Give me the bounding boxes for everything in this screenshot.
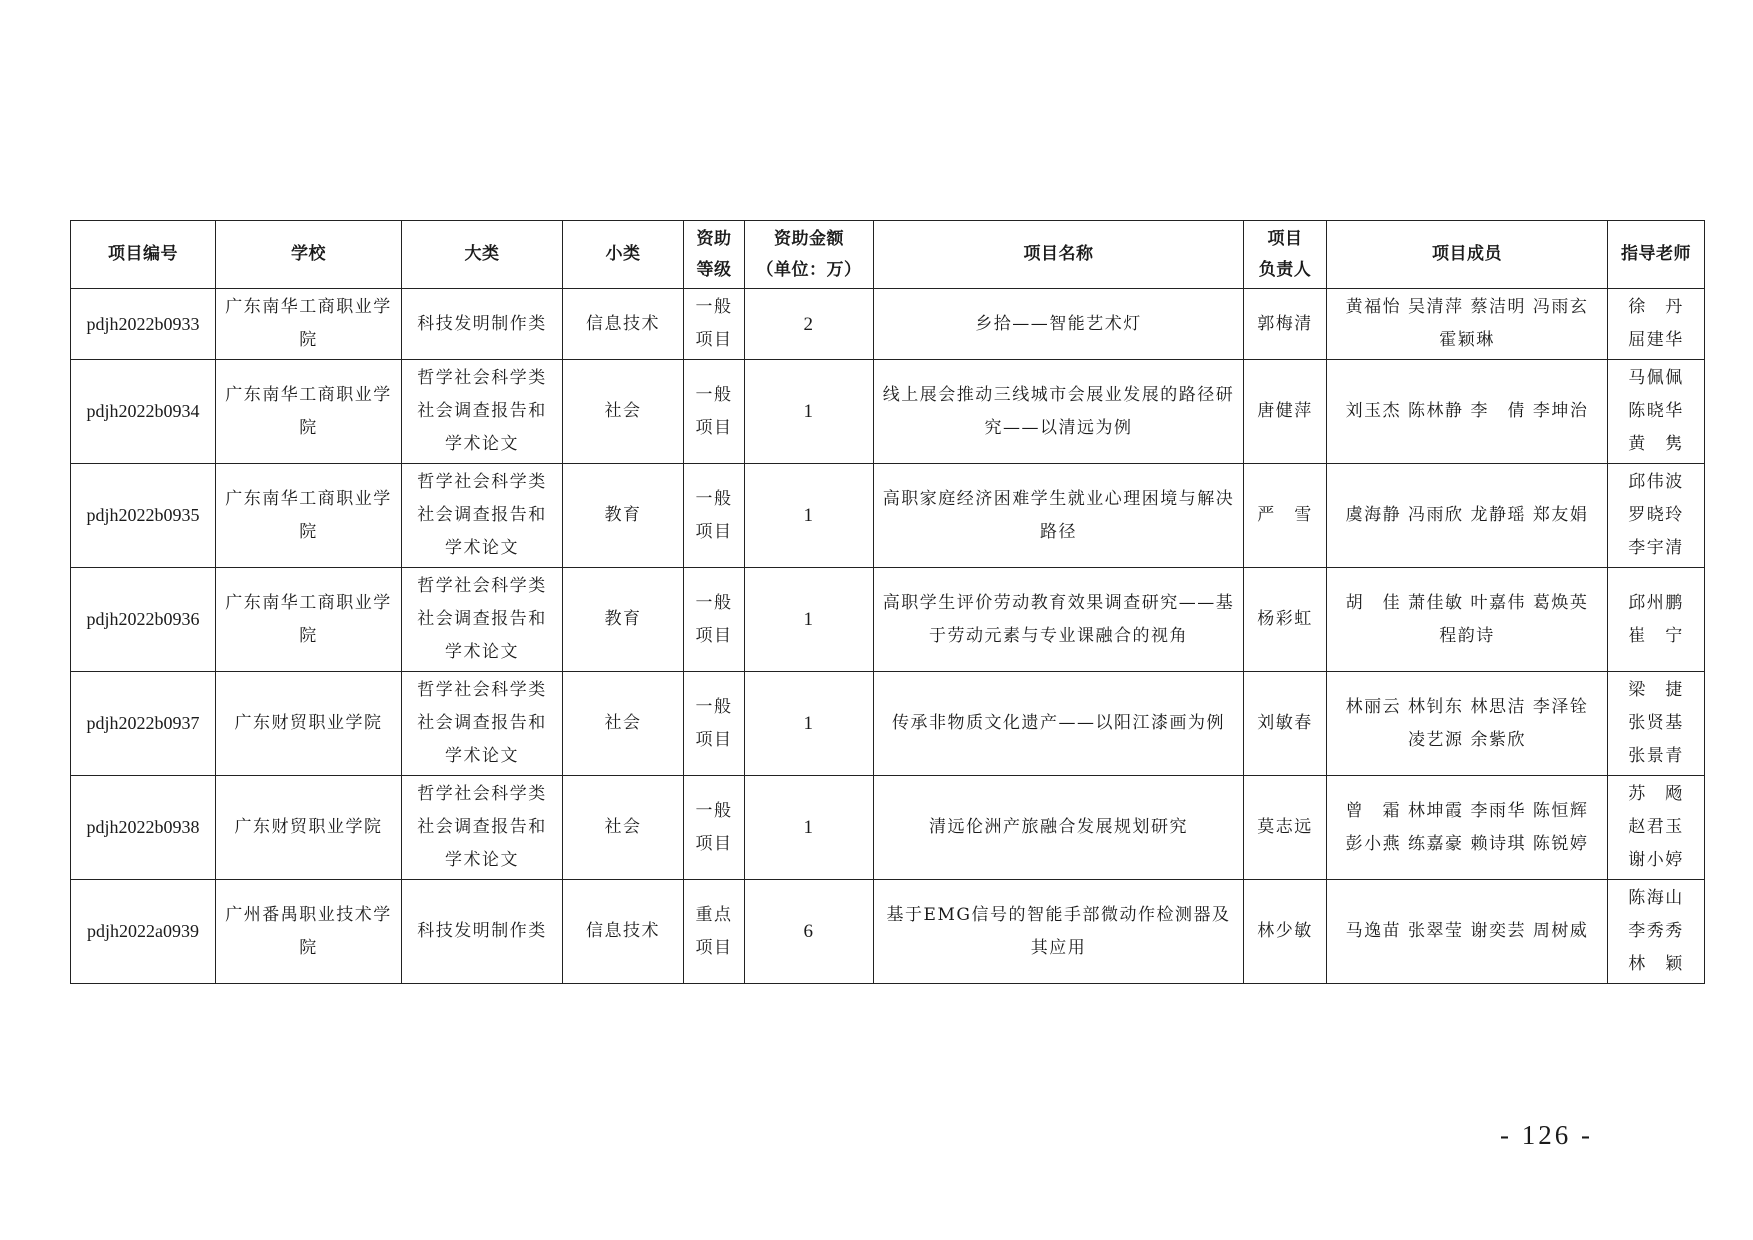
cell-id: pdjh2022b0938 (71, 776, 216, 880)
table-row (71, 880, 1705, 984)
advisor-name: 赵君玉 (1628, 817, 1684, 837)
header-level-line-1: 资助 (696, 228, 732, 249)
cell-members: 曾 霜 林坤霞 李雨华 陈恒辉 彭小燕 练嘉豪 赖诗琪 陈锐婷 (1327, 776, 1608, 880)
advisor-name: 张贤基 (1628, 713, 1684, 733)
cell-subcategory: 社会 (563, 672, 684, 776)
cell-advisors (1608, 464, 1705, 568)
cell-leader: 严 雪 (1244, 464, 1327, 568)
advisor-name: 苏 飏 (1628, 784, 1684, 804)
advisor-name: 梁 捷 (1628, 680, 1684, 700)
table-row (71, 568, 1705, 672)
header-level (684, 221, 745, 289)
cell-id: pdjh2022a0939 (71, 880, 216, 984)
cell-school: 广东南华工商职业学院 (216, 464, 402, 568)
cell-members: 林丽云 林钊东 林思洁 李泽铨 凌艺源 余紫欣 (1327, 672, 1608, 776)
cell-name: 乡拾——智能艺术灯 (874, 289, 1244, 360)
header-name: 项目名称 (874, 221, 1244, 289)
cell-members: 胡 佳 萧佳敏 叶嘉伟 葛焕英 程韵诗 (1327, 568, 1608, 672)
cell-advisors (1608, 568, 1705, 672)
cell-amount: 1 (745, 672, 874, 776)
advisor-name: 马佩佩 (1628, 368, 1684, 388)
cell-leader: 林少敏 (1244, 880, 1327, 984)
header-row (71, 221, 1705, 289)
cell-name: 线上展会推动三线城市会展业发展的路径研究——以清远为例 (874, 360, 1244, 464)
cell-advisors (1608, 880, 1705, 984)
cell-id: pdjh2022b0934 (71, 360, 216, 464)
cell-members: 刘玉杰 陈林静 李 倩 李坤治 (1327, 360, 1608, 464)
project-table (70, 220, 1705, 984)
cell-name: 清远伦洲产旅融合发展规划研究 (874, 776, 1244, 880)
cell-subcategory: 社会 (563, 776, 684, 880)
cell-subcategory: 信息技术 (563, 880, 684, 984)
cell-school: 广东南华工商职业学院 (216, 360, 402, 464)
cell-id: pdjh2022b0933 (71, 289, 216, 360)
advisor-name: 陈海山 (1628, 888, 1684, 908)
cell-id: pdjh2022b0935 (71, 464, 216, 568)
cell-leader: 郭梅清 (1244, 289, 1327, 360)
cell-level: 一般项目 (684, 464, 745, 568)
advisor-name: 张景青 (1628, 746, 1684, 766)
table-row (71, 776, 1705, 880)
advisor-name: 罗晓玲 (1628, 505, 1684, 525)
cell-name: 基于EMG信号的智能手部微动作检测器及其应用 (874, 880, 1244, 984)
header-leader-line-1: 项目 (1267, 228, 1303, 249)
advisor-name: 黄 隽 (1628, 434, 1684, 454)
cell-level: 一般项目 (684, 289, 745, 360)
advisor-name: 屈建华 (1628, 330, 1684, 350)
advisor-name: 崔 宁 (1628, 625, 1684, 646)
cell-members: 黄福怡 吴清萍 蔡洁明 冯雨玄 霍颖琳 (1327, 289, 1608, 360)
cell-amount: 1 (745, 464, 874, 568)
cell-category: 哲学社会科学类社会调查报告和学术论文 (402, 672, 563, 776)
cell-category: 哲学社会科学类社会调查报告和学术论文 (402, 776, 563, 880)
cell-level: 一般项目 (684, 568, 745, 672)
cell-school: 广东财贸职业学院 (216, 672, 402, 776)
cell-level: 一般项目 (684, 776, 745, 880)
cell-category: 科技发明制作类 (402, 289, 563, 360)
cell-leader: 杨彩虹 (1244, 568, 1327, 672)
advisor-name: 李秀秀 (1628, 921, 1684, 941)
cell-id: pdjh2022b0937 (71, 672, 216, 776)
cell-school: 广东南华工商职业学院 (216, 289, 402, 360)
cell-amount: 1 (745, 360, 874, 464)
cell-name: 高职家庭经济困难学生就业心理困境与解决路径 (874, 464, 1244, 568)
cell-advisors (1608, 776, 1705, 880)
cell-category: 哲学社会科学类社会调查报告和学术论文 (402, 568, 563, 672)
cell-category: 哲学社会科学类社会调查报告和学术论文 (402, 360, 563, 464)
advisor-name: 徐 丹 (1628, 297, 1684, 317)
cell-subcategory: 社会 (563, 360, 684, 464)
cell-name: 高职学生评价劳动教育效果调查研究——基于劳动元素与专业课融合的视角 (874, 568, 1244, 672)
header-category: 大类 (402, 221, 563, 289)
cell-advisors (1608, 289, 1705, 360)
cell-members: 马逸苗 张翠莹 谢奕芸 周树威 (1327, 880, 1608, 984)
header-subcategory: 小类 (563, 221, 684, 289)
cell-level: 重点项目 (684, 880, 745, 984)
cell-members: 虞海静 冯雨欣 龙静瑶 郑友娟 (1327, 464, 1608, 568)
cell-amount: 6 (745, 880, 874, 984)
header-advisors: 指导老师 (1608, 221, 1705, 289)
header-leader (1244, 221, 1327, 289)
advisor-name: 李宇清 (1628, 538, 1684, 558)
cell-subcategory: 教育 (563, 568, 684, 672)
advisor-name: 陈晓华 (1628, 401, 1684, 421)
cell-subcategory: 信息技术 (563, 289, 684, 360)
cell-leader: 刘敏春 (1244, 672, 1327, 776)
cell-category: 哲学社会科学类社会调查报告和学术论文 (402, 464, 563, 568)
advisor-name: 谢小婷 (1628, 850, 1684, 870)
cell-amount: 1 (745, 568, 874, 672)
cell-id: pdjh2022b0936 (71, 568, 216, 672)
header-level-line-2: 等级 (696, 259, 732, 280)
header-leader-line-2: 负责人 (1258, 259, 1312, 280)
cell-advisors (1608, 672, 1705, 776)
table-row (71, 360, 1705, 464)
header-school: 学校 (216, 221, 402, 289)
table-row (71, 289, 1705, 360)
table-row (71, 672, 1705, 776)
cell-subcategory: 教育 (563, 464, 684, 568)
header-members: 项目成员 (1327, 221, 1608, 289)
advisor-name: 邱州鹏 (1628, 592, 1684, 613)
cell-name: 传承非物质文化遗产——以阳江漆画为例 (874, 672, 1244, 776)
cell-school: 广东财贸职业学院 (216, 776, 402, 880)
cell-amount: 1 (745, 776, 874, 880)
advisor-name: 林 颖 (1628, 954, 1684, 974)
header-id: 项目编号 (71, 221, 216, 289)
cell-category: 科技发明制作类 (402, 880, 563, 984)
cell-leader: 唐健萍 (1244, 360, 1327, 464)
cell-level: 一般项目 (684, 360, 745, 464)
cell-amount: 2 (745, 289, 874, 360)
page-number: - 126 - (1500, 1120, 1593, 1150)
cell-level: 一般项目 (684, 672, 745, 776)
cell-school: 广东南华工商职业学院 (216, 568, 402, 672)
cell-school: 广州番禺职业技术学院 (216, 880, 402, 984)
header-amount-line-1: 资助金额 (774, 228, 844, 249)
header-amount-line-2: （单位：万） (756, 259, 862, 280)
advisor-name: 邱伟波 (1628, 472, 1684, 492)
cell-leader: 莫志远 (1244, 776, 1327, 880)
header-amount (745, 221, 874, 289)
cell-advisors (1608, 360, 1705, 464)
table-row (71, 464, 1705, 568)
